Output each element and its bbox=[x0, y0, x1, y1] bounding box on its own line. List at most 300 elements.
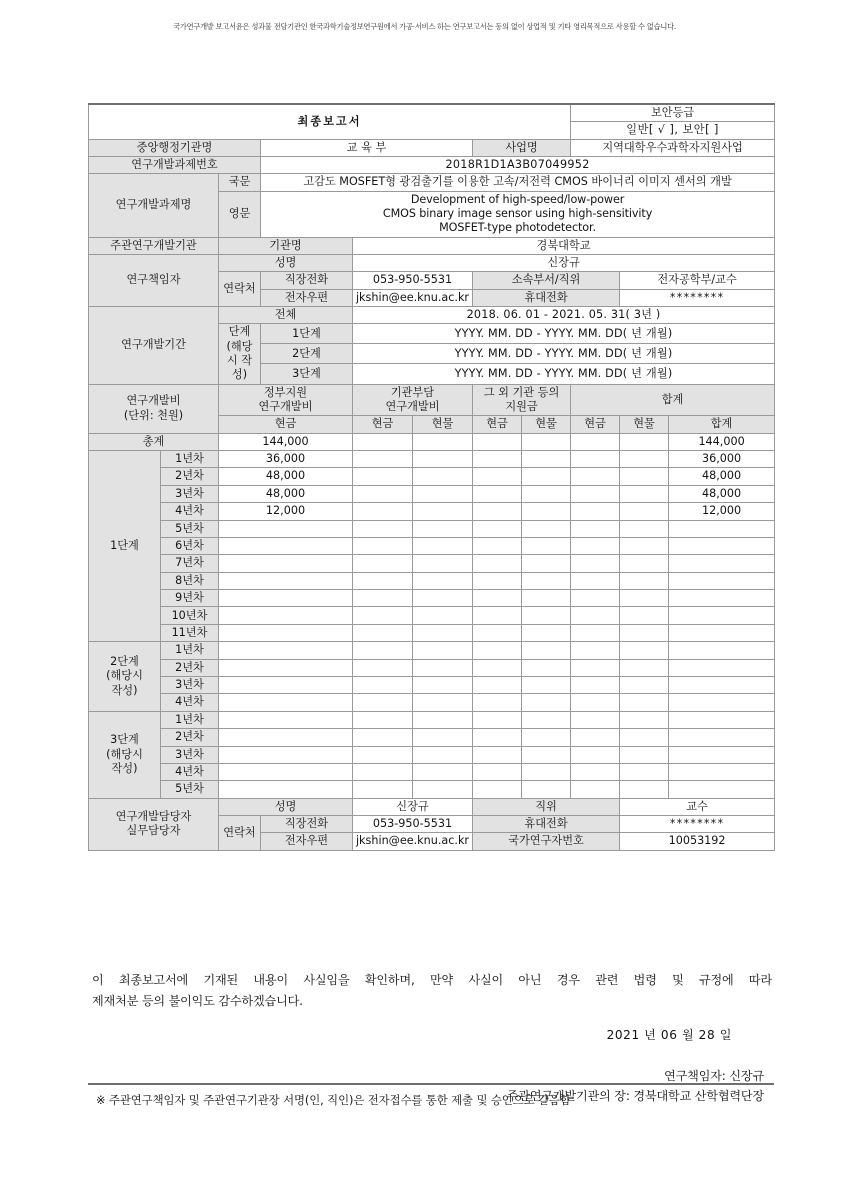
cell bbox=[522, 694, 571, 711]
budget-stage-2-label bbox=[89, 642, 161, 712]
budget-subheader-7: 합계 bbox=[669, 416, 775, 433]
program-value: 지역대학우수과학자지원사업 bbox=[571, 139, 775, 156]
cell bbox=[473, 781, 522, 798]
cell bbox=[669, 659, 775, 676]
cell bbox=[353, 555, 413, 572]
cell bbox=[571, 450, 620, 467]
budget-total-value-0: 144,000 bbox=[219, 433, 353, 450]
agency-row bbox=[89, 139, 775, 156]
cell bbox=[522, 503, 571, 520]
cell bbox=[571, 659, 620, 676]
period-stage-3-label: 3단계 bbox=[261, 364, 353, 384]
budget-total-value-1 bbox=[353, 433, 413, 450]
cell bbox=[669, 555, 775, 572]
practitioner-mobile-value: ******** bbox=[620, 816, 775, 833]
cell bbox=[413, 607, 473, 624]
cell bbox=[413, 694, 473, 711]
cell bbox=[413, 677, 473, 694]
cell bbox=[571, 503, 620, 520]
copyright-notice: 국가연구개발 보고서윤은 성과물 전담기관인 한국과학기술정보연구원에서 가공·서비스 하는 연구보고서는 동의 없이 상업적 및 기타 영리목적으로 사용할 수 없습니다. bbox=[173, 22, 676, 31]
table-row bbox=[89, 781, 775, 798]
cell bbox=[473, 450, 522, 467]
cell bbox=[669, 520, 775, 537]
cell bbox=[353, 520, 413, 537]
cell bbox=[620, 537, 669, 554]
cell bbox=[522, 537, 571, 554]
cell bbox=[571, 763, 620, 780]
budget-row-label-line-1: 연구개발비 bbox=[126, 394, 181, 408]
cell bbox=[219, 729, 353, 746]
pi-mobile-value: ******** bbox=[620, 289, 775, 306]
security-grade-value: 일반[ √ ], 보안[ ] bbox=[571, 122, 775, 139]
budget-group-sum: 합계 bbox=[571, 384, 775, 416]
budget-stage-1-year-10: 11년차 bbox=[161, 624, 219, 641]
cell bbox=[413, 503, 473, 520]
cell bbox=[620, 555, 669, 572]
cell bbox=[353, 537, 413, 554]
cell bbox=[669, 694, 775, 711]
cell bbox=[353, 503, 413, 520]
cell bbox=[620, 624, 669, 641]
cell bbox=[473, 711, 522, 728]
table-row bbox=[89, 590, 775, 607]
cell bbox=[473, 607, 522, 624]
cell bbox=[413, 485, 473, 502]
cell bbox=[353, 450, 413, 467]
cell bbox=[522, 485, 571, 502]
cell bbox=[522, 729, 571, 746]
cell bbox=[413, 555, 473, 572]
declaration-line-2: 제재처분 등의 불이익도 감수하겠습니다. bbox=[92, 993, 303, 1008]
org-name-value: 경북대학교 bbox=[353, 237, 775, 254]
budget-total-value-5 bbox=[571, 433, 620, 450]
budget-stage-1-year-6: 7년차 bbox=[161, 555, 219, 572]
cell bbox=[669, 729, 775, 746]
cell bbox=[669, 642, 775, 659]
cell bbox=[353, 694, 413, 711]
pi-mobile-label: 휴대전화 bbox=[473, 289, 620, 306]
table-row bbox=[89, 520, 775, 537]
cell bbox=[620, 572, 669, 589]
cell bbox=[522, 642, 571, 659]
english-title-line-1: Development of high-speed/low-power bbox=[410, 192, 625, 206]
cell bbox=[219, 537, 353, 554]
cell bbox=[473, 677, 522, 694]
practitioner-position-value: 교수 bbox=[620, 798, 775, 815]
cell bbox=[522, 520, 571, 537]
budget-subheader-6: 현물 bbox=[620, 416, 669, 433]
cell bbox=[571, 694, 620, 711]
page-title: 최종보고서 bbox=[89, 104, 571, 139]
budget-stage-3-year-1: 2년차 bbox=[161, 729, 219, 746]
cell bbox=[522, 781, 571, 798]
budget-stage-1-year-7: 8년차 bbox=[161, 572, 219, 589]
cell bbox=[353, 711, 413, 728]
pi-label: 연구책임자 bbox=[89, 254, 219, 306]
cell bbox=[571, 642, 620, 659]
table-row bbox=[89, 468, 775, 485]
cell bbox=[669, 590, 775, 607]
table-row bbox=[89, 572, 775, 589]
cell bbox=[219, 642, 353, 659]
cell bbox=[413, 590, 473, 607]
table-row bbox=[89, 694, 775, 711]
cell bbox=[473, 746, 522, 763]
budget-stage-1-year-5: 6년차 bbox=[161, 537, 219, 554]
cell bbox=[669, 781, 775, 798]
cell: 12,000 bbox=[219, 503, 353, 520]
cell bbox=[620, 763, 669, 780]
budget-group-gov-line-1: 정부지원 bbox=[263, 385, 308, 399]
cell bbox=[571, 607, 620, 624]
budget-stage-3-year-4: 5년차 bbox=[161, 781, 219, 798]
declaration-line-1: 이 최종보고서에 기재된 내용이 사실임을 확인하며, 만약 사실이 아닌 경우 관련 법령 및 규정에 따라 bbox=[92, 973, 772, 987]
cell bbox=[353, 607, 413, 624]
budget-stage-1-label: 1단계 bbox=[89, 450, 161, 641]
cell bbox=[669, 677, 775, 694]
cell bbox=[413, 711, 473, 728]
period-label: 연구개발기간 bbox=[89, 306, 219, 384]
cell bbox=[669, 763, 775, 780]
budget-stage-3-label-line-3: 작성) bbox=[111, 761, 138, 775]
cell bbox=[522, 763, 571, 780]
cell bbox=[473, 624, 522, 641]
budget-subheader-5: 현금 bbox=[571, 416, 620, 433]
cell bbox=[620, 711, 669, 728]
budget-stage-2-year-3: 4년차 bbox=[161, 694, 219, 711]
cell bbox=[219, 624, 353, 641]
cell bbox=[353, 763, 413, 780]
cell bbox=[571, 781, 620, 798]
cell bbox=[620, 677, 669, 694]
cell bbox=[353, 572, 413, 589]
pi-contact-label: 연락처 bbox=[219, 272, 261, 307]
cell bbox=[473, 729, 522, 746]
budget-stage-3-label-line-1: 3단계 bbox=[110, 733, 139, 747]
cell bbox=[473, 694, 522, 711]
cell bbox=[522, 590, 571, 607]
cell bbox=[413, 746, 473, 763]
project-number-row bbox=[89, 156, 775, 173]
cell bbox=[522, 677, 571, 694]
cell bbox=[413, 520, 473, 537]
final-report-table bbox=[88, 103, 775, 851]
budget-group-other bbox=[473, 384, 571, 416]
cell bbox=[571, 711, 620, 728]
cell bbox=[473, 572, 522, 589]
cell bbox=[620, 694, 669, 711]
budget-row-label-line-2: (단위: 천원) bbox=[123, 408, 184, 422]
period-total-label: 전체 bbox=[219, 306, 353, 323]
cell bbox=[571, 572, 620, 589]
cell bbox=[413, 781, 473, 798]
cell bbox=[413, 468, 473, 485]
institution-row bbox=[89, 237, 775, 254]
cell: 36,000 bbox=[219, 450, 353, 467]
project-korean-label: 국문 bbox=[219, 174, 261, 191]
cell bbox=[353, 729, 413, 746]
budget-stage-2-label-line-1: 2단계 bbox=[110, 655, 139, 669]
budget-stage-1-year-4: 5년차 bbox=[161, 520, 219, 537]
signature-org: 주관연구개발기관의 장: 경북대학교 산학협력단장 bbox=[506, 1088, 764, 1103]
practitioner-email-value: jkshin@ee.knu.ac.kr bbox=[353, 833, 473, 850]
period-total-row bbox=[89, 306, 775, 323]
central-agency-value: 교 육 부 bbox=[261, 139, 473, 156]
cell bbox=[522, 572, 571, 589]
cell bbox=[219, 555, 353, 572]
cell bbox=[353, 746, 413, 763]
cell bbox=[669, 572, 775, 589]
table-row bbox=[89, 746, 775, 763]
project-korean-value: 고감도 MOSFET형 광검출기를 이용한 고속/저전력 CMOS 바이너리 이미지 센서의 개발 bbox=[261, 174, 775, 191]
budget-group-other-line-1: 그 외 기관 등의 bbox=[483, 385, 560, 399]
budget-stage-1-year-8: 9년차 bbox=[161, 590, 219, 607]
cell bbox=[219, 520, 353, 537]
org-name-label: 기관명 bbox=[219, 237, 353, 254]
practitioner-name-value: 신장규 bbox=[353, 798, 473, 815]
budget-stage-1-year-2: 3년차 bbox=[161, 485, 219, 502]
cell bbox=[473, 468, 522, 485]
cell: 48,000 bbox=[219, 485, 353, 502]
budget-stage-3-year-0: 1년차 bbox=[161, 711, 219, 728]
practitioner-label-line-2: 실무담당자 bbox=[126, 824, 181, 838]
budget-group-gov bbox=[219, 384, 353, 416]
cell bbox=[353, 590, 413, 607]
cell bbox=[522, 624, 571, 641]
pi-name-value: 신장규 bbox=[353, 254, 775, 271]
bottom-divider bbox=[88, 1083, 774, 1085]
budget-subheader-4: 현물 bbox=[522, 416, 571, 433]
cell: 48,000 bbox=[669, 485, 775, 502]
cell bbox=[571, 485, 620, 502]
table-row bbox=[89, 659, 775, 676]
budget-total-row bbox=[89, 433, 775, 450]
table-row bbox=[89, 642, 775, 659]
budget-row-label bbox=[89, 384, 219, 433]
budget-stage-3-label bbox=[89, 711, 161, 798]
period-stage-3-value: YYYY. MM. DD - YYYY. MM. DD( 년 개월) bbox=[353, 364, 775, 384]
cell bbox=[413, 450, 473, 467]
period-stage-1-value: YYYY. MM. DD - YYYY. MM. DD( 년 개월) bbox=[353, 324, 775, 344]
cell bbox=[353, 642, 413, 659]
pi-office-phone-value: 053-950-5531 bbox=[353, 272, 473, 289]
cell bbox=[473, 642, 522, 659]
project-english-label: 영문 bbox=[219, 191, 261, 237]
cell bbox=[669, 746, 775, 763]
practitioner-office-phone-value: 053-950-5531 bbox=[353, 816, 473, 833]
cell: 48,000 bbox=[669, 468, 775, 485]
cell bbox=[571, 520, 620, 537]
budget-stage-2-label-line-2: (해당시 bbox=[106, 669, 143, 683]
cell bbox=[413, 537, 473, 554]
cell bbox=[620, 746, 669, 763]
budget-total-value-2 bbox=[413, 433, 473, 450]
cell bbox=[413, 572, 473, 589]
cell bbox=[571, 746, 620, 763]
budget-group-other-line-2: 지원금 bbox=[505, 399, 538, 413]
practitioner-label-line-1: 연구개발담당자 bbox=[115, 809, 192, 823]
budget-stage-1-year-9: 10년차 bbox=[161, 607, 219, 624]
cell bbox=[620, 503, 669, 520]
practitioner-label bbox=[89, 798, 219, 850]
cell bbox=[669, 711, 775, 728]
cell bbox=[473, 503, 522, 520]
pi-office-phone-label: 직장전화 bbox=[261, 272, 353, 289]
practitioner-mobile-label: 휴대전화 bbox=[473, 816, 620, 833]
table-row bbox=[89, 555, 775, 572]
cell bbox=[219, 607, 353, 624]
budget-stage-2-year-1: 2년차 bbox=[161, 659, 219, 676]
budget-header-row-1 bbox=[89, 384, 775, 416]
cell bbox=[413, 763, 473, 780]
cell bbox=[620, 450, 669, 467]
table-row bbox=[89, 537, 775, 554]
cell bbox=[571, 624, 620, 641]
cell bbox=[620, 468, 669, 485]
pi-name-label: 성명 bbox=[219, 254, 353, 271]
cell bbox=[473, 763, 522, 780]
cell bbox=[522, 450, 571, 467]
cell bbox=[620, 607, 669, 624]
budget-group-org-line-2: 연구개발비 bbox=[385, 399, 440, 413]
budget-total-value-3 bbox=[473, 433, 522, 450]
project-name-korean-row bbox=[89, 174, 775, 191]
budget-stage-2-year-2: 3년차 bbox=[161, 677, 219, 694]
institution-label: 주관연구개발기관 bbox=[89, 237, 219, 254]
budget-stage-1-year-3: 4년차 bbox=[161, 503, 219, 520]
footnote: ※ 주관연구책임자 및 주관연구기관장 서명(인, 직인)은 전자접수를 통한 제출 및 승인으로 갈음함 bbox=[96, 1093, 571, 1107]
cell bbox=[219, 781, 353, 798]
budget-total-label: 총계 bbox=[89, 433, 219, 450]
budget-stage-1-year-0: 1년차 bbox=[161, 450, 219, 467]
practitioner-position-label: 직위 bbox=[473, 798, 620, 815]
cell bbox=[620, 642, 669, 659]
cell bbox=[522, 607, 571, 624]
budget-stage-3-year-2: 3년차 bbox=[161, 746, 219, 763]
budget-total-value-7: 144,000 bbox=[669, 433, 775, 450]
cell bbox=[353, 485, 413, 502]
cell: 48,000 bbox=[219, 468, 353, 485]
cell bbox=[413, 642, 473, 659]
cell bbox=[353, 659, 413, 676]
cell bbox=[522, 555, 571, 572]
budget-subheader-1: 현금 bbox=[353, 416, 413, 433]
cell bbox=[620, 781, 669, 798]
cell bbox=[669, 624, 775, 641]
budget-total-value-6 bbox=[620, 433, 669, 450]
budget-subheader-0: 현금 bbox=[219, 416, 353, 433]
table-row bbox=[89, 450, 775, 467]
cell bbox=[571, 468, 620, 485]
cell bbox=[620, 659, 669, 676]
budget-subheader-2: 현물 bbox=[413, 416, 473, 433]
practitioner-email-label: 전자우편 bbox=[261, 833, 353, 850]
cell bbox=[473, 555, 522, 572]
period-stage-2-value: YYYY. MM. DD - YYYY. MM. DD( 년 개월) bbox=[353, 344, 775, 364]
budget-group-gov-line-2: 연구개발비 bbox=[258, 399, 313, 413]
cell bbox=[571, 590, 620, 607]
cell bbox=[669, 537, 775, 554]
cell bbox=[571, 677, 620, 694]
budget-stage-1-year-1: 2년차 bbox=[161, 468, 219, 485]
cell bbox=[620, 485, 669, 502]
english-title-line-2: CMOS binary image sensor using high-sensitivity bbox=[382, 206, 653, 220]
budget-total-value-4 bbox=[522, 433, 571, 450]
signature-pi: 연구책임자: 신장규 bbox=[664, 1069, 764, 1084]
cell: 36,000 bbox=[669, 450, 775, 467]
table-row bbox=[89, 485, 775, 502]
cell bbox=[473, 537, 522, 554]
table-row bbox=[89, 763, 775, 780]
title-row bbox=[89, 104, 775, 122]
researcher-id-value: 10053192 bbox=[620, 833, 775, 850]
budget-stage-2-year-0: 1년차 bbox=[161, 642, 219, 659]
practitioner-name-row bbox=[89, 798, 775, 815]
pi-department-label: 소속부서/직위 bbox=[473, 272, 620, 289]
cell bbox=[219, 659, 353, 676]
program-label: 사업명 bbox=[473, 139, 571, 156]
table-row bbox=[89, 503, 775, 520]
cell bbox=[219, 711, 353, 728]
cell bbox=[473, 485, 522, 502]
cell bbox=[620, 520, 669, 537]
security-grade-label: 보안등급 bbox=[571, 104, 775, 122]
cell bbox=[219, 677, 353, 694]
cell bbox=[669, 607, 775, 624]
cell bbox=[413, 624, 473, 641]
pi-name-row bbox=[89, 254, 775, 271]
researcher-id-label: 국가연구자번호 bbox=[473, 833, 620, 850]
cell bbox=[219, 746, 353, 763]
pi-email-value: jkshin@ee.knu.ac.kr bbox=[353, 289, 473, 306]
project-english-value bbox=[261, 191, 775, 237]
period-stage-label-main: 단계 bbox=[228, 325, 251, 339]
declaration-block bbox=[92, 970, 772, 1107]
practitioner-office-phone-label: 직장전화 bbox=[261, 816, 353, 833]
budget-subheader-3: 현금 bbox=[473, 416, 522, 433]
cell bbox=[620, 590, 669, 607]
cell bbox=[571, 537, 620, 554]
budget-stage-3-label-line-2: (해당시 bbox=[106, 747, 143, 761]
table-row bbox=[89, 729, 775, 746]
practitioner-contact-label: 연락처 bbox=[219, 816, 261, 851]
cell bbox=[522, 711, 571, 728]
cell bbox=[522, 659, 571, 676]
cell bbox=[219, 572, 353, 589]
cell bbox=[353, 624, 413, 641]
table-row bbox=[89, 711, 775, 728]
period-total-value: 2018. 06. 01 - 2021. 05. 31( 3년 ) bbox=[353, 306, 775, 323]
cell bbox=[353, 781, 413, 798]
period-stage-2-label: 2단계 bbox=[261, 344, 353, 364]
cell bbox=[219, 763, 353, 780]
english-title-line-3: MOSFET-type photodetector. bbox=[439, 221, 596, 235]
budget-stage-2-label-line-3: 작성) bbox=[111, 683, 138, 697]
cell bbox=[413, 659, 473, 676]
cell: 12,000 bbox=[669, 503, 775, 520]
period-stage-1-label: 1단계 bbox=[261, 324, 353, 344]
declaration-date: 2021 년 06 월 28 일 bbox=[606, 1027, 732, 1042]
period-stage-label bbox=[219, 324, 261, 384]
cell bbox=[620, 729, 669, 746]
pi-department-value: 전자공학부/교수 bbox=[620, 272, 775, 289]
table-row bbox=[89, 624, 775, 641]
budget-group-org bbox=[353, 384, 473, 416]
cell bbox=[413, 729, 473, 746]
cell bbox=[473, 520, 522, 537]
cell bbox=[473, 659, 522, 676]
project-number-value: 2018R1D1A3B07049952 bbox=[261, 156, 775, 173]
